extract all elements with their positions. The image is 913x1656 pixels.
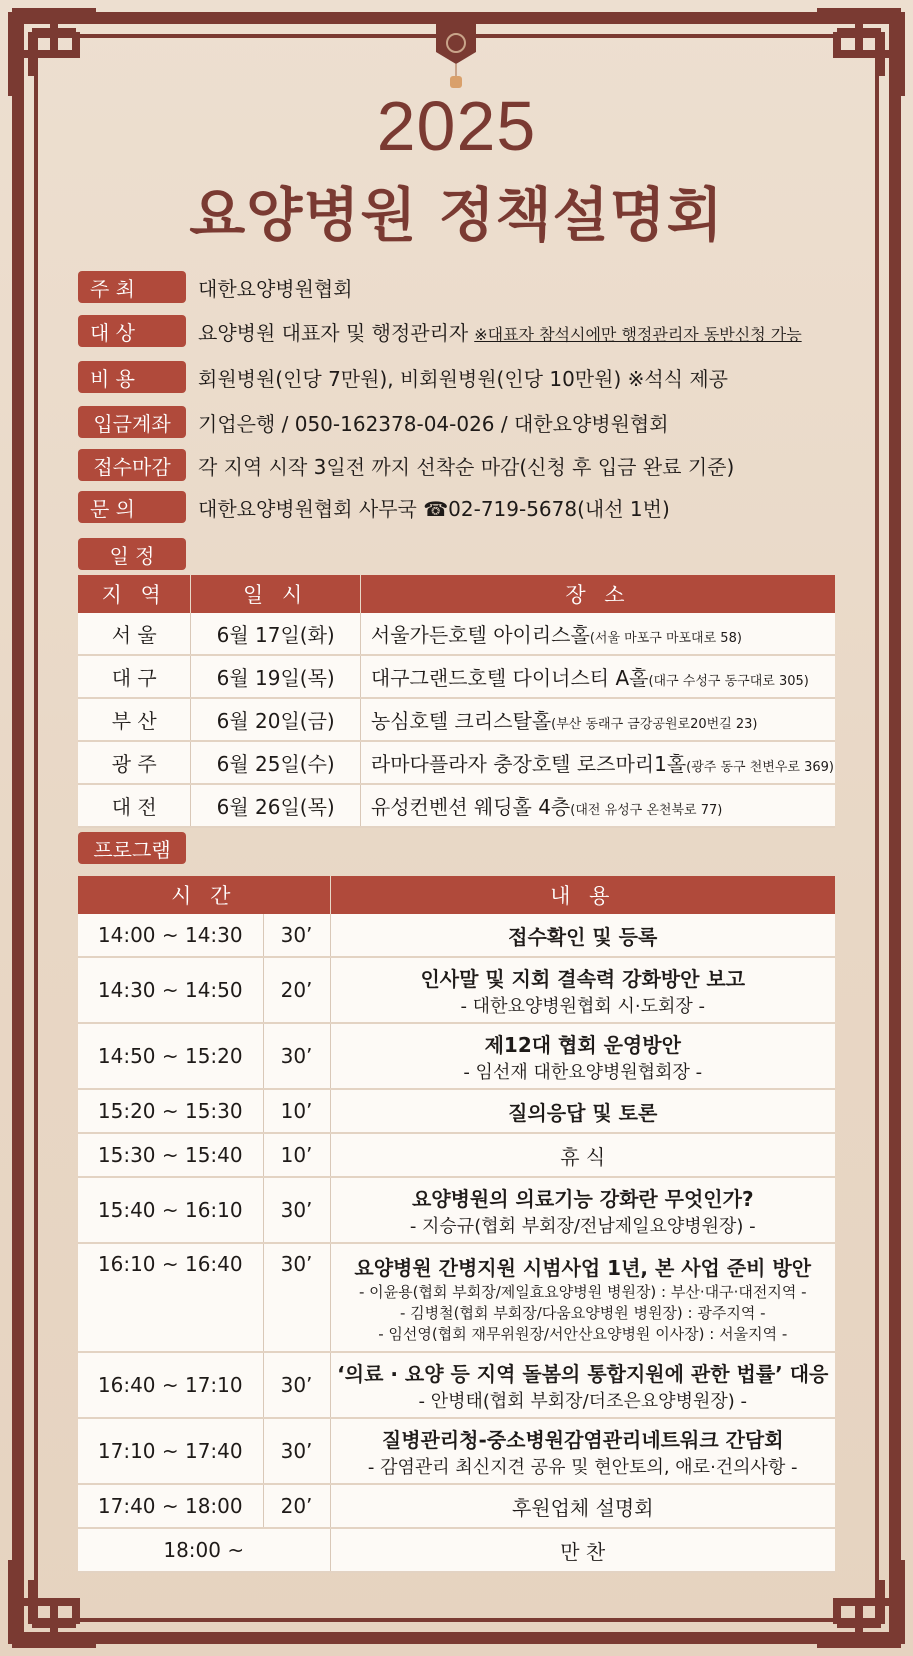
venue-address: (부산 동래구 금강공원로20번길 23) [551, 717, 758, 732]
date-cell: 6월 20일(금) [191, 698, 361, 741]
program-subtitle: - 임선영(협회 재무위원장/서안산요양병원 이사장) : 서울지역 - [378, 1324, 788, 1343]
info-label: 입금계좌 [78, 406, 186, 438]
program-subtitle: - 대한요양병원협회 시·도회장 - [460, 995, 706, 1017]
program-subtitle: - 감염관리 최신지견 공유 및 현안토의, 애로·건의사항 - [367, 1456, 798, 1478]
info-row-host [78, 271, 353, 303]
info-label: 대 상 [78, 315, 186, 347]
program-title: 요양병원의 의료기능 강화란 무엇인가? [411, 1186, 754, 1211]
program-title: 질병관리청-중소병원감염관리네트워크 간담회 [381, 1427, 784, 1452]
program-content-cell [330, 1177, 835, 1243]
program-content-cell [330, 1089, 835, 1133]
duration-cell: 10’ [263, 1089, 330, 1133]
venue-address: (서울 마포구 마포대로 58) [589, 631, 742, 646]
duration-cell: 30’ [263, 1243, 330, 1352]
info-value: 회원병원(인당 7만원), 비회원병원(인당 10만원) ※석식 제공 [198, 366, 729, 391]
program-content-cell [330, 914, 835, 957]
region-cell: 서 울 [78, 613, 191, 655]
table-row [78, 698, 835, 741]
table-row [78, 741, 835, 784]
info-row-deadline [78, 449, 734, 481]
venue-name: 대구그랜드호텔 다이너스티 A홀 [370, 666, 649, 690]
time-cell: 17:40 ~ 18:00 [78, 1484, 263, 1528]
event-year: 2025 [376, 87, 537, 165]
info-value: 대한요양병원협회 사무국 ☎02-719-5678(내선 1번) [198, 496, 670, 521]
program-content-cell [330, 957, 835, 1023]
table-header-row [78, 575, 835, 613]
region-cell: 대 구 [78, 655, 191, 698]
table-row [78, 1484, 835, 1528]
tassel-ornament-icon [434, 18, 478, 90]
time-cell: 15:40 ~ 16:10 [78, 1177, 263, 1243]
table-row [78, 1528, 835, 1572]
time-cell: 14:30 ~ 14:50 [78, 957, 263, 1023]
program-subtitle: - 지승규(협회 부회장/전남제일요양병원장) - [409, 1215, 756, 1237]
program-section-label: 프로그램 [78, 832, 186, 864]
program-title: 후원업체 설명회 [511, 1495, 654, 1520]
time-cell: 16:40 ~ 17:10 [78, 1352, 263, 1418]
program-subtitle: - 이윤용(협회 부회장/제일효요양병원 병원장) : 부산·대구·대전지역 - [358, 1282, 807, 1301]
time-cell: 14:00 ~ 14:30 [78, 914, 263, 957]
duration-cell: 20’ [263, 1484, 330, 1528]
duration-cell: 30’ [263, 1352, 330, 1418]
date-cell: 6월 17일(화) [191, 613, 361, 655]
date-cell: 6월 25일(수) [191, 741, 361, 784]
duration-cell: 30’ [263, 1177, 330, 1243]
column-header: 일 시 [191, 575, 361, 613]
table-header-row [78, 876, 835, 914]
venue-cell [360, 784, 835, 827]
table-row [78, 1023, 835, 1089]
info-label: 주 최 [78, 271, 186, 303]
info-value: 요양병원 대표자 및 행정관리자 ※대표자 참석시에만 행정관리자 동반신청 가능 [198, 320, 802, 345]
column-header: 내 용 [330, 876, 835, 914]
info-row-contact [78, 491, 670, 523]
table-row [78, 1177, 835, 1243]
table-row [78, 1133, 835, 1177]
venue-name: 서울가든호텔 아이리스홀 [370, 623, 590, 647]
table-row [78, 1418, 835, 1484]
time-cell: 15:30 ~ 15:40 [78, 1133, 263, 1177]
info-row-cost [78, 361, 728, 393]
info-row-account [78, 406, 669, 438]
info-row-target [78, 315, 802, 347]
venue-name: 유성컨벤션 웨딩홀 4층 [370, 795, 571, 819]
duration-cell: 20’ [263, 957, 330, 1023]
time-cell: 16:10 ~ 16:40 [78, 1243, 263, 1352]
program-title: 인사말 및 지회 결속력 강화방안 보고 [420, 966, 746, 991]
table-row [78, 914, 835, 957]
venue-cell [360, 741, 835, 784]
duration-cell: 30’ [263, 1418, 330, 1484]
program-content-cell [330, 1484, 835, 1528]
table-row [78, 784, 835, 827]
duration-cell: 30’ [263, 1023, 330, 1089]
program-title: 접수확인 및 등록 [508, 924, 658, 949]
table-row [78, 613, 835, 655]
table-row [78, 655, 835, 698]
venue-cell [360, 655, 835, 698]
venue-address: (대전 유성구 온천북로 77) [570, 803, 723, 818]
duration-cell: 10’ [263, 1133, 330, 1177]
region-cell: 광 주 [78, 741, 191, 784]
program-title: 만 찬 [560, 1539, 606, 1564]
venue-name: 라마다플라자 충장호텔 로즈마리1홀 [370, 752, 687, 776]
column-header: 지 역 [78, 575, 191, 613]
venue-name: 농심호텔 크리스탈홀 [370, 709, 552, 733]
venue-address: (광주 동구 천변우로 369) [686, 760, 834, 775]
date-cell: 6월 26일(목) [191, 784, 361, 827]
program-content-cell [330, 1133, 835, 1177]
time-cell: 15:20 ~ 15:30 [78, 1089, 263, 1133]
program-content-cell [330, 1352, 835, 1418]
program-content-cell [330, 1418, 835, 1484]
program-title: 제12대 협회 운영방안 [484, 1032, 681, 1057]
info-value: 기업은행 / 050-162378-04-026 / 대한요양병원협회 [198, 411, 669, 436]
info-value: 대한요양병원협회 [198, 276, 353, 301]
program-content-cell [330, 1023, 835, 1089]
program-table [78, 876, 835, 1573]
venue-address: (대구 수성구 동구대로 305) [648, 674, 809, 689]
info-label: 비 용 [78, 361, 186, 393]
venue-cell [360, 698, 835, 741]
info-label: 문 의 [78, 491, 186, 523]
table-row [78, 1243, 835, 1352]
time-cell: 18:00 ~ [78, 1528, 330, 1572]
column-header: 시 간 [78, 876, 330, 914]
region-cell: 대 전 [78, 784, 191, 827]
table-row [78, 1089, 835, 1133]
program-title: 질의응답 및 토론 [508, 1100, 658, 1125]
time-cell: 14:50 ~ 15:20 [78, 1023, 263, 1089]
info-value: 각 지역 시작 3일전 까지 선착순 마감(신청 후 입금 완료 기준) [198, 454, 735, 479]
venue-cell [360, 613, 835, 655]
program-subtitle: - 임선재 대한요양병원협회장 - [463, 1061, 703, 1083]
schedule-section-label: 일 정 [78, 538, 186, 570]
duration-cell: 30’ [263, 914, 330, 957]
info-note: ※대표자 참석시에만 행정관리자 동반신청 가능 [474, 324, 802, 344]
table-row [78, 1352, 835, 1418]
time-cell: 17:10 ~ 17:40 [78, 1418, 263, 1484]
program-content-cell [330, 1243, 835, 1352]
column-header: 장 소 [360, 575, 835, 613]
program-title: ‘의료 · 요양 등 지역 돌봄의 통합지원에 관한 법률’ 대응 [337, 1361, 829, 1386]
schedule-table [78, 575, 835, 828]
program-title: 요양병원 간병지원 시범사업 1년, 본 사업 준비 방안 [354, 1255, 812, 1280]
program-subtitle: - 안병태(협회 부회장/더조은요양병원장) - [418, 1390, 747, 1412]
region-cell: 부 산 [78, 698, 191, 741]
page-title: 요양병원 정책설명회 [189, 181, 724, 249]
table-row [78, 957, 835, 1023]
info-label: 접수마감 [78, 449, 186, 481]
program-subtitle: - 김병철(협회 부회장/다움요양병원 병원장) : 광주지역 - [399, 1303, 766, 1322]
program-title: 휴 식 [560, 1144, 606, 1169]
date-cell: 6월 19일(목) [191, 655, 361, 698]
program-content-cell [330, 1528, 835, 1572]
